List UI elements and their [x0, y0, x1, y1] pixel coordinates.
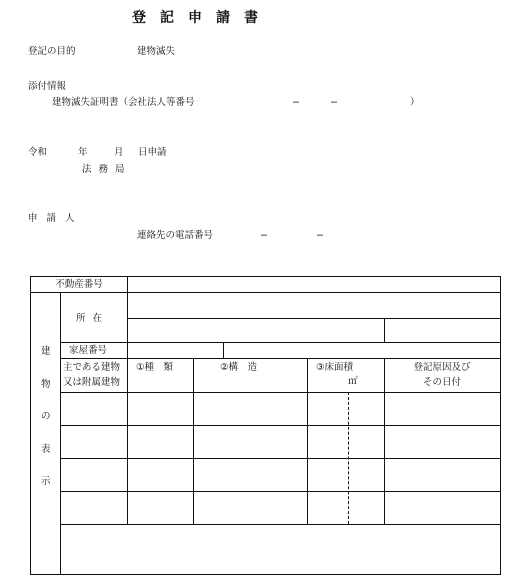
corporate-number-close-paren: ） [410, 97, 420, 108]
legal-bureau: 法務局 [82, 164, 132, 175]
registration-purpose-label: 登記の目的 [28, 46, 76, 57]
page-title: 登記申請書 [132, 10, 272, 26]
location-label: 所在 [76, 313, 110, 324]
building-vertical-char-1: 建 [41, 346, 51, 357]
main-or-annex-label-line-2: 又は附属建物 [63, 377, 121, 388]
main-or-annex-label-line-1: 主である建物 [63, 362, 121, 373]
attachment-item: 建物滅失証明書（会社法人等番号 [52, 97, 195, 108]
date-era: 令和 [28, 147, 48, 158]
date-year: 年 [78, 147, 88, 158]
applicant-label: 申請人 [28, 213, 84, 224]
real-estate-number-label: 不動産番号 [55, 279, 103, 290]
date-month: 月 [114, 147, 124, 158]
corporate-number-dash-2: − [330, 97, 338, 108]
attachments-label: 添付情報 [28, 81, 67, 92]
building-vertical-char-5: 示 [41, 476, 51, 487]
kind-header: ①種 類 [136, 362, 174, 373]
corporate-number-dash-1: − [292, 97, 300, 108]
house-number-label: 家屋番号 [69, 345, 108, 356]
registration-cause-header-line-2: その日付 [422, 377, 462, 388]
date-day-suffix: 日申請 [138, 147, 167, 158]
registration-purpose-value: 建物滅失 [137, 46, 176, 57]
building-vertical-char-3: の [41, 411, 51, 422]
building-vertical-char-2: 物 [41, 379, 51, 390]
floor-area-header: ③床面積 [316, 362, 354, 373]
square-meter-unit: ㎡ [348, 376, 358, 387]
building-vertical-char-4: 表 [41, 444, 51, 455]
phone-label: 連絡先の電話番号 [137, 230, 214, 241]
phone-dash-2: − [316, 230, 324, 241]
floor-area-decimal-divider [348, 392, 349, 524]
phone-dash-1: − [260, 230, 268, 241]
registration-cause-header-line-1: 登記原因及び [413, 362, 471, 373]
structure-header: ②構 造 [220, 362, 258, 373]
